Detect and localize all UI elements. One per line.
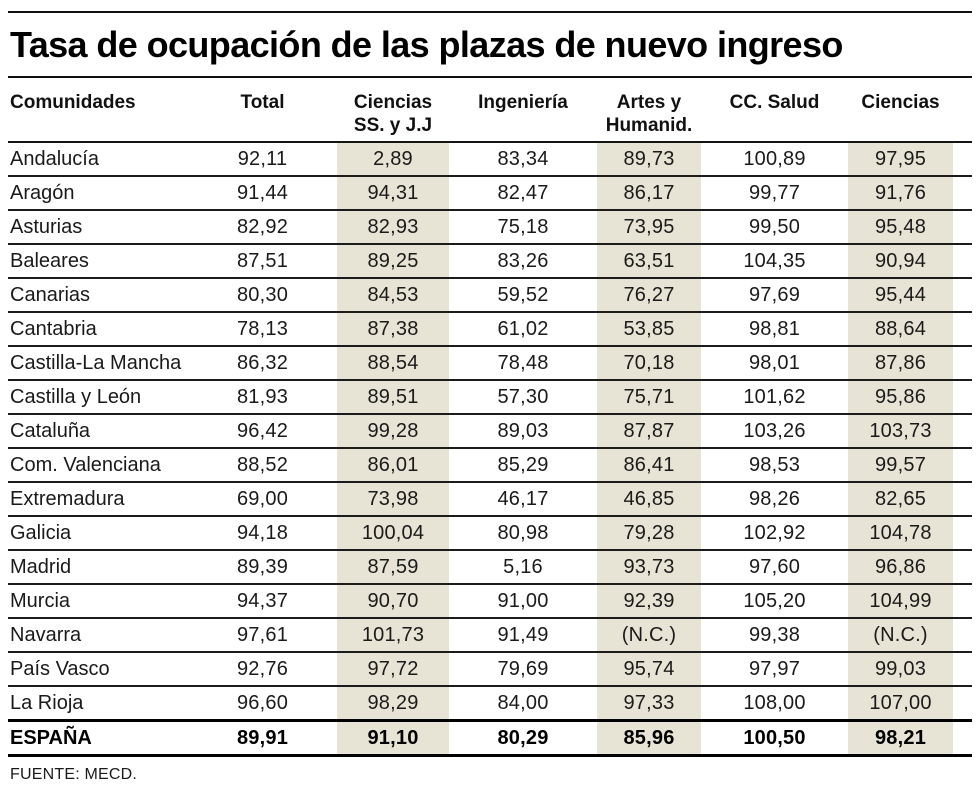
value-cell: 88,64	[848, 312, 953, 346]
value-cell: 104,78	[848, 516, 953, 550]
value-cell: 100,89	[701, 142, 848, 176]
value-cell: 87,51	[188, 244, 337, 278]
region-name-cell: Galicia	[8, 516, 188, 550]
region-name-cell: Com. Valenciana	[8, 448, 188, 482]
row-spacer-cell	[953, 210, 972, 244]
value-cell: 59,52	[449, 278, 597, 312]
value-cell: 89,25	[337, 244, 449, 278]
table-row	[8, 686, 972, 721]
value-cell: 98,21	[848, 721, 953, 756]
value-cell: 92,76	[188, 652, 337, 686]
value-cell: 104,35	[701, 244, 848, 278]
value-cell: 87,87	[597, 414, 701, 448]
table-row	[8, 312, 972, 346]
value-cell: 97,97	[701, 652, 848, 686]
value-cell: 87,59	[337, 550, 449, 584]
value-cell: 82,93	[337, 210, 449, 244]
table-header	[8, 78, 972, 142]
value-cell: 69,00	[188, 482, 337, 516]
value-cell: 99,57	[848, 448, 953, 482]
region-name-cell: Asturias	[8, 210, 188, 244]
value-cell: 88,52	[188, 448, 337, 482]
table-row	[8, 414, 972, 448]
table-row	[8, 346, 972, 380]
value-cell: 94,18	[188, 516, 337, 550]
value-cell: 93,73	[597, 550, 701, 584]
region-name-cell: Murcia	[8, 584, 188, 618]
value-cell: 97,61	[188, 618, 337, 652]
table-row	[8, 618, 972, 652]
value-cell: 61,02	[449, 312, 597, 346]
value-cell: 91,44	[188, 176, 337, 210]
value-cell: 95,44	[848, 278, 953, 312]
row-spacer-cell	[953, 346, 972, 380]
value-cell: 84,53	[337, 278, 449, 312]
value-cell: 83,26	[449, 244, 597, 278]
value-cell: 89,03	[449, 414, 597, 448]
value-cell: 86,17	[597, 176, 701, 210]
column-header: Ciencias SS. y J.J	[337, 78, 449, 142]
row-spacer-cell	[953, 244, 972, 278]
region-name-cell: Canarias	[8, 278, 188, 312]
value-cell: 97,95	[848, 142, 953, 176]
value-cell: 94,31	[337, 176, 449, 210]
table-row	[8, 652, 972, 686]
table-row	[8, 176, 972, 210]
value-cell: 98,81	[701, 312, 848, 346]
value-cell: 101,73	[337, 618, 449, 652]
value-cell: 100,50	[701, 721, 848, 756]
value-cell: 99,77	[701, 176, 848, 210]
value-cell: 86,32	[188, 346, 337, 380]
region-name-cell: Castilla y León	[8, 380, 188, 414]
value-cell: 98,01	[701, 346, 848, 380]
value-cell: 97,60	[701, 550, 848, 584]
row-spacer-cell	[953, 142, 972, 176]
table-row	[8, 584, 972, 618]
value-cell: 75,18	[449, 210, 597, 244]
value-cell: 76,27	[597, 278, 701, 312]
value-cell: 98,26	[701, 482, 848, 516]
top-rule	[8, 11, 972, 13]
region-name-cell: Aragón	[8, 176, 188, 210]
value-cell: 97,69	[701, 278, 848, 312]
value-cell: 103,73	[848, 414, 953, 448]
value-cell: 95,86	[848, 380, 953, 414]
value-cell: 53,85	[597, 312, 701, 346]
value-cell: 90,94	[848, 244, 953, 278]
row-spacer-cell	[953, 618, 972, 652]
occupancy-table	[8, 78, 972, 757]
infographic-container	[8, 11, 972, 784]
header-spacer	[953, 78, 972, 142]
table-body	[8, 142, 972, 756]
region-name-cell: País Vasco	[8, 652, 188, 686]
value-cell: (N.C.)	[597, 618, 701, 652]
table-row	[8, 278, 972, 312]
value-cell: 73,98	[337, 482, 449, 516]
value-cell: 81,93	[188, 380, 337, 414]
value-cell: 96,86	[848, 550, 953, 584]
table-row	[8, 142, 972, 176]
region-name-cell: ESPAÑA	[8, 721, 188, 756]
value-cell: 103,26	[701, 414, 848, 448]
value-cell: 2,89	[337, 142, 449, 176]
row-spacer-cell	[953, 176, 972, 210]
value-cell: 94,37	[188, 584, 337, 618]
column-header: Comunidades	[8, 78, 188, 142]
column-header: Total	[188, 78, 337, 142]
value-cell: 85,29	[449, 448, 597, 482]
value-cell: 91,49	[449, 618, 597, 652]
table-row	[8, 210, 972, 244]
column-header: Ciencias	[848, 78, 953, 142]
column-header: Ingeniería	[449, 78, 597, 142]
value-cell: 89,91	[188, 721, 337, 756]
value-cell: 63,51	[597, 244, 701, 278]
value-cell: 95,74	[597, 652, 701, 686]
row-spacer-cell	[953, 721, 972, 756]
value-cell: 82,47	[449, 176, 597, 210]
region-name-cell: Madrid	[8, 550, 188, 584]
value-cell: 102,92	[701, 516, 848, 550]
value-cell: 107,00	[848, 686, 953, 721]
value-cell: (N.C.)	[848, 618, 953, 652]
row-spacer-cell	[953, 516, 972, 550]
row-spacer-cell	[953, 448, 972, 482]
value-cell: 89,73	[597, 142, 701, 176]
table-row	[8, 482, 972, 516]
value-cell: 82,92	[188, 210, 337, 244]
row-spacer-cell	[953, 482, 972, 516]
row-spacer-cell	[953, 380, 972, 414]
region-name-cell: Cataluña	[8, 414, 188, 448]
region-name-cell: Navarra	[8, 618, 188, 652]
value-cell: 86,41	[597, 448, 701, 482]
value-cell: 57,30	[449, 380, 597, 414]
value-cell: 82,65	[848, 482, 953, 516]
value-cell: 80,30	[188, 278, 337, 312]
region-name-cell: Castilla-La Mancha	[8, 346, 188, 380]
value-cell: 91,76	[848, 176, 953, 210]
row-spacer-cell	[953, 686, 972, 721]
region-name-cell: Baleares	[8, 244, 188, 278]
value-cell: 95,48	[848, 210, 953, 244]
value-cell: 91,10	[337, 721, 449, 756]
value-cell: 86,01	[337, 448, 449, 482]
value-cell: 98,29	[337, 686, 449, 721]
value-cell: 91,00	[449, 584, 597, 618]
value-cell: 80,98	[449, 516, 597, 550]
value-cell: 80,29	[449, 721, 597, 756]
value-cell: 99,28	[337, 414, 449, 448]
value-cell: 104,99	[848, 584, 953, 618]
value-cell: 46,17	[449, 482, 597, 516]
value-cell: 99,03	[848, 652, 953, 686]
value-cell: 89,39	[188, 550, 337, 584]
value-cell: 98,53	[701, 448, 848, 482]
region-name-cell: Cantabria	[8, 312, 188, 346]
column-header: Artes y Humanid.	[597, 78, 701, 142]
value-cell: 70,18	[597, 346, 701, 380]
value-cell: 105,20	[701, 584, 848, 618]
value-cell: 97,33	[597, 686, 701, 721]
value-cell: 90,70	[337, 584, 449, 618]
value-cell: 79,28	[597, 516, 701, 550]
value-cell: 96,42	[188, 414, 337, 448]
header-row	[8, 78, 972, 142]
row-spacer-cell	[953, 414, 972, 448]
value-cell: 89,51	[337, 380, 449, 414]
table-row	[8, 244, 972, 278]
value-cell: 73,95	[597, 210, 701, 244]
region-name-cell: Extremadura	[8, 482, 188, 516]
value-cell: 99,50	[701, 210, 848, 244]
value-cell: 88,54	[337, 346, 449, 380]
value-cell: 87,86	[848, 346, 953, 380]
value-cell: 100,04	[337, 516, 449, 550]
row-spacer-cell	[953, 652, 972, 686]
value-cell: 97,72	[337, 652, 449, 686]
table-row	[8, 380, 972, 414]
value-cell: 99,38	[701, 618, 848, 652]
row-spacer-cell	[953, 312, 972, 346]
value-cell: 79,69	[449, 652, 597, 686]
table-row	[8, 550, 972, 584]
value-cell: 108,00	[701, 686, 848, 721]
value-cell: 78,48	[449, 346, 597, 380]
value-cell: 83,34	[449, 142, 597, 176]
region-name-cell: Andalucía	[8, 142, 188, 176]
source-note: FUENTE: MECD.	[10, 766, 138, 783]
value-cell: 101,62	[701, 380, 848, 414]
row-spacer-cell	[953, 550, 972, 584]
value-cell: 84,00	[449, 686, 597, 721]
value-cell: 92,39	[597, 584, 701, 618]
value-cell: 46,85	[597, 482, 701, 516]
table-row	[8, 448, 972, 482]
value-cell: 75,71	[597, 380, 701, 414]
chart-title: Tasa de ocupación de las plazas de nuevo ingreso	[10, 24, 843, 65]
total-row	[8, 721, 972, 756]
table-row	[8, 516, 972, 550]
row-spacer-cell	[953, 278, 972, 312]
value-cell: 85,96	[597, 721, 701, 756]
region-name-cell: La Rioja	[8, 686, 188, 721]
column-header: CC. Salud	[701, 78, 848, 142]
value-cell: 78,13	[188, 312, 337, 346]
value-cell: 5,16	[449, 550, 597, 584]
value-cell: 87,38	[337, 312, 449, 346]
row-spacer-cell	[953, 584, 972, 618]
value-cell: 92,11	[188, 142, 337, 176]
value-cell: 96,60	[188, 686, 337, 721]
